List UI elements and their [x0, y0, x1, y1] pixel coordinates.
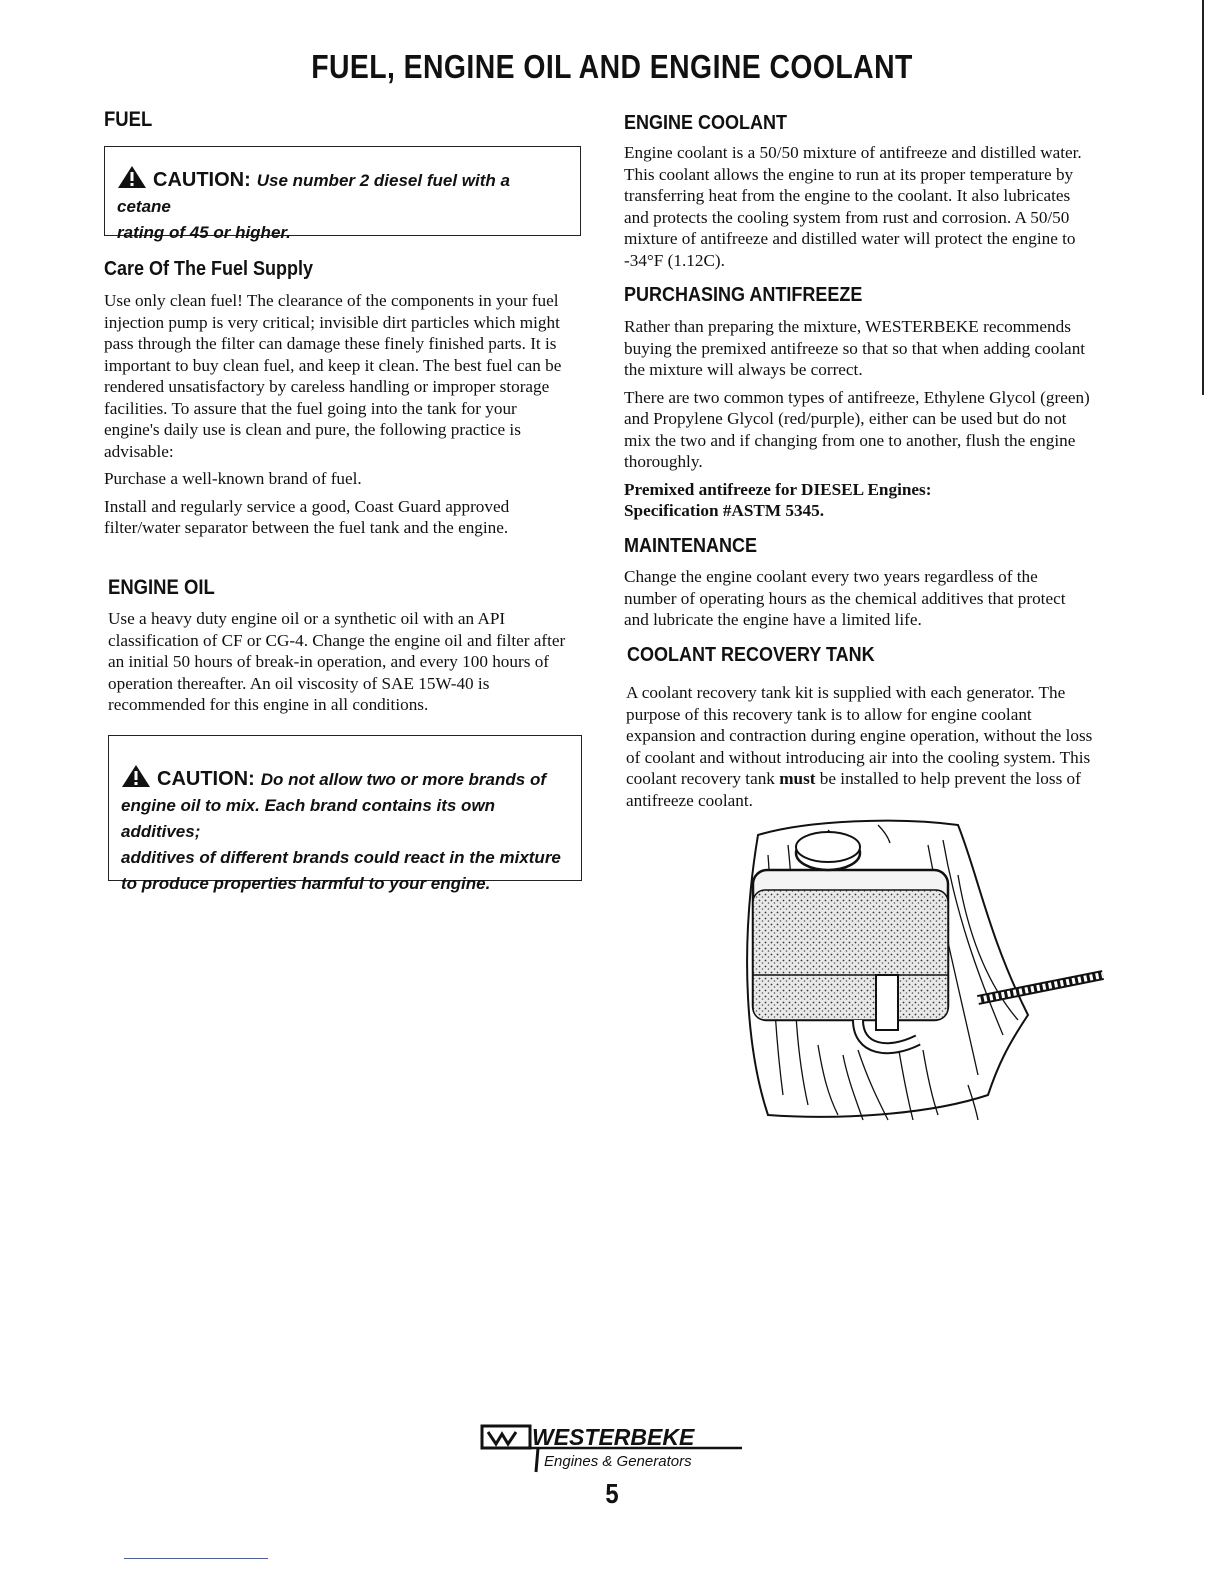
care-paragraph-2: Purchase a well-known brand of fuel.: [104, 469, 362, 488]
maintenance-paragraph: Change the engine coolant every two years regardless of the number of operating hours as the chemical additives that protect and lubricate the engine have a limited life.: [624, 567, 1066, 629]
purchasing-paragraph-1: Rather than preparing the mixture, WESTERBEKE recommends buying the premixed antifreeze so that so that when adding coolant the mixture will always be correct.: [624, 317, 1086, 379]
care-section: [104, 290, 574, 539]
recovery-tank-paragraph: A coolant recovery tank kit is supplied with each generator. The purpose of this recovery tank is to allow for engine coolant expansion and contraction during engine operation, without the loss of coolant and without introducing air into the cooling system. This coolant recovery tank must be installed to help prevent the loss of antifreeze coolant.: [626, 683, 1093, 810]
footer-link-underline: [124, 1558, 268, 1559]
premixed-line-1: Premixed antifreeze for DIESEL Engines:: [624, 479, 932, 499]
engine-oil-section: [108, 608, 578, 716]
caution-text-line-3: additives of different brands could react in the mixture: [121, 848, 561, 867]
care-paragraph: Use only clean fuel! The clearance of the components in your fuel injection pump is very critical; invisible dirt particles which might pass through the filter can damage these finely finished parts. It is important to buy clean fuel, and keep it clean. The best fuel can be rendered unsatisfactory by careless handling or improper storage facilities. To assure that the fuel going into the tank for your engine's daily use is clean and pure, the following practice is advisable:: [104, 291, 562, 461]
caution-label: CAUTION:: [157, 768, 255, 790]
premixed-spec: [624, 479, 1094, 522]
brand-name: WESTERBEKE: [532, 1424, 695, 1450]
maintenance-section: [624, 566, 1094, 631]
engine-coolant-section: [624, 142, 1094, 271]
caution-box-oil: [108, 735, 582, 893]
premixed-line-2: Specification #ASTM 5345.: [624, 501, 825, 520]
care-heading: Care Of The Fuel Supply: [104, 258, 314, 280]
page-number: 5: [605, 1478, 619, 1509]
engine-coolant-heading: ENGINE COOLANT: [624, 112, 788, 134]
fuel-heading: FUEL: [104, 108, 153, 131]
westerbeke-logo-mark: [480, 1420, 750, 1480]
brand-tagline: Engines & Generators: [544, 1453, 692, 1470]
caution-text-line-2: engine oil to mix. Each brand contains its own additives;: [121, 796, 496, 841]
purchasing-section: [624, 316, 1094, 522]
caution-text-line-1: Do not allow two or more brands of: [260, 770, 546, 789]
purchasing-heading: PURCHASING ANTIFREEZE: [624, 284, 863, 306]
caution-box-fuel: [104, 146, 581, 242]
westerbeke-logo: [480, 1420, 750, 1480]
recovery-tank-section: [626, 682, 1096, 811]
engine-coolant-paragraph: Engine coolant is a 50/50 mixture of antifreeze and distilled water. This coolant allows the engine to run at its proper temperature by transferring heat from the engine to the coolant. It also lubricates and protects the cooling system from rust and corrosion. A 50/50 mixture of antifreeze and distilled water will protect the engine to -34°F (1.12C).: [624, 143, 1082, 270]
warning-icon: [117, 165, 147, 189]
maintenance-heading: MAINTENANCE: [624, 535, 758, 557]
page-edge-rule: [1202, 0, 1204, 395]
caution-label: CAUTION:: [153, 169, 251, 191]
purchasing-paragraph-2: There are two common types of antifreeze, Ethylene Glycol (green) and Propylene Glycol (red/purple), either can be used but do not mix the two and if changing from one to another, flush the engine thoroughly.: [624, 387, 1090, 471]
caution-text-line-4: to produce properties harmful to your engine.: [121, 874, 491, 893]
warning-icon: [121, 764, 151, 788]
care-paragraph-3: Install and regularly service a good, Coast Guard approved filter/water separator between the fuel tank and the engine.: [104, 496, 510, 537]
engine-oil-paragraph: Use a heavy duty engine oil or a synthetic oil with an API classification of CF or CG-4. Change the engine oil and filter after an initial 50 hours of break-in operation, and every 100 hours of operation thereafter. An oil viscosity of SAE 15W-40 is recommended for this engine in all conditions.: [108, 609, 566, 714]
caution-text: Use number 2 diesel fuel with a cetane: [117, 171, 510, 216]
caution-text-2: rating of 45 or higher.: [117, 223, 291, 242]
engine-oil-heading: ENGINE OIL: [108, 576, 215, 599]
coolant-recovery-tank-illustration: [728, 815, 1108, 1135]
recovery-tank-heading: COOLANT RECOVERY TANK: [627, 644, 875, 666]
page-title: FUEL, ENGINE OIL AND ENGINE COOLANT: [311, 48, 913, 85]
